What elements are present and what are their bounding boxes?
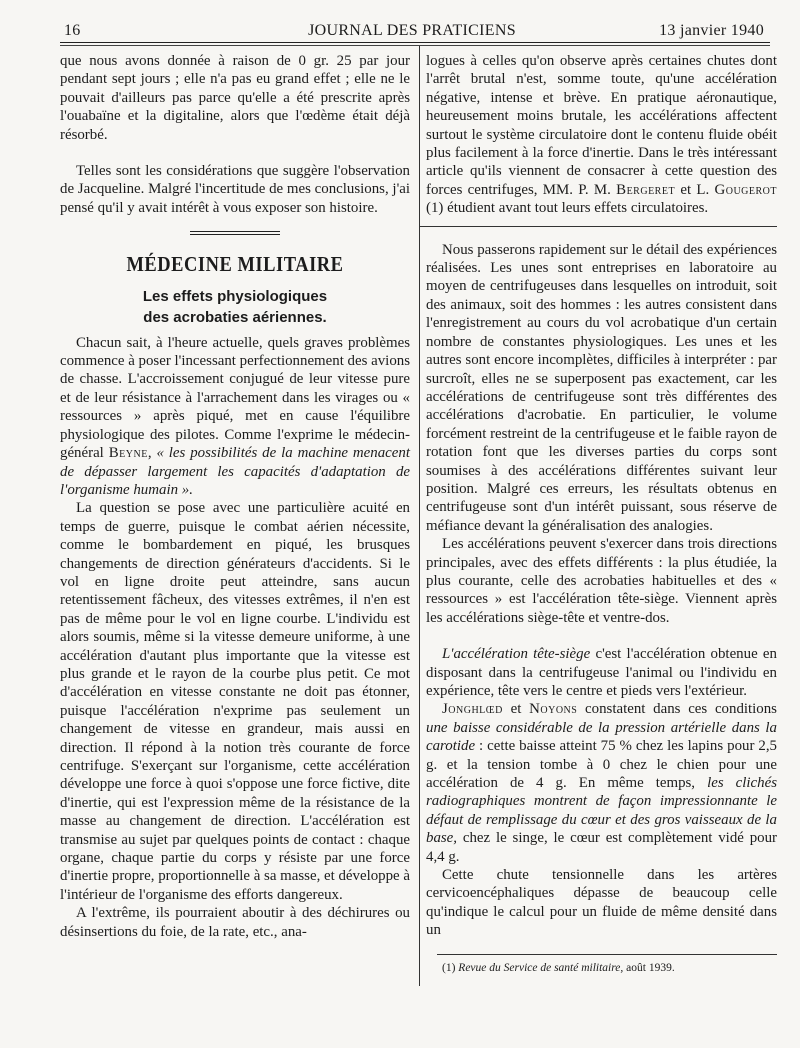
page-number: 16 bbox=[64, 22, 81, 39]
article-title-line: Les effets physiologiques bbox=[142, 287, 328, 305]
paragraph bbox=[426, 700, 777, 866]
text-run: : cette baisse atteint 75 % chez les lapins pour 2,5 g. et la tension tombe à 0 chez le chien pour une accélération de 4 g. En même temps, bbox=[426, 738, 777, 792]
text-run: Chacun sait, à l'heure actuelle, quels graves problèmes commence à poser l'incessant perfectionnement des avions de chasse. L'accroissement conjugué de leur vitesse pure et de leur résistance à l'arrachement dans les virages ou « ressources » après piqué, met en cause l'équilibre physiologique des pilotes. Comme l'exprime le médecin-général bbox=[60, 334, 411, 462]
footnote-source: Revue du Service de santé militaire, bbox=[458, 962, 624, 974]
column-rule bbox=[419, 226, 777, 227]
paragraph: Cette chute tensionnelle dans les artères cervicoencéphaliques dépasse de beaucoup celle qu'indique le calcul pour un fluide de même densité dans un bbox=[426, 867, 777, 939]
section-title: MÉDECINE MILITAIRE bbox=[126, 252, 344, 277]
footnote-date: août 1939. bbox=[626, 962, 675, 974]
left-column bbox=[60, 52, 410, 941]
emphasis: les clichés radiographiques montrent de façon impressionnante le défaut de remplissage du cœur et des gros vaisseaux de la base, bbox=[426, 775, 778, 847]
emphasis: une baisse considérable de la pression artérielle dans la carotide bbox=[426, 719, 777, 755]
paragraph: La question se pose avec une particulière acuité en temps de guerre, puisque le combat aérien nécessite, comme le bombardement en piqué, les brusques changements de direction générateurs d'accidents. Si le vol en ligne droite peut atteindre, sans aucun retentissement fâcheux, des vitesses extrêmes, il n'en est pas de même pour le vol en ligne courbe. L'individu est alors soumis, même si la vitesse demeure uniforme, à une accélération d'autant plus importante que la vitesse est plus grande et le rayon de la courbe plus petit. Ce mot d'accélération en vitesse constante ne doit pas étonner, puisque l'accélération n'exprime pas seulement un changement de vitesse en grandeur, mais aussi en direction. Il répond à la notion très courante de force centrifuge. S'exerçant sur l'organisme, cette accélération développe une force à quoi s'oppose une force fictive, dite d'inertie, qui est l'expression même de la résistance de la masse au changement de direction. L'accélération est transmise au sujet par quelques points de contact : chaque organe, chaque partie du corps y résiste par une force d'inertie propre, proportionnelle à sa masse, et développe à l'intérieur de l'organisme des efforts dangereux. bbox=[60, 500, 411, 903]
emphasis: L'accélération tête-siège bbox=[442, 646, 591, 663]
issue-date: 13 janvier 1940 bbox=[659, 22, 764, 39]
article-title-line: des acrobaties aériennes. bbox=[143, 308, 327, 326]
text-run: et bbox=[502, 701, 530, 718]
article-title bbox=[60, 286, 410, 328]
text-run: logues à celles qu'on observe après certaines chutes dont l'arrêt brutal n'est, somme toute, qu'une accélération négative, intense et brève. En pratique aéronautique, heureusement moins brutale, les accélérations affectent surtout le système circulatoire dont le contenu fluide obéit plus facilement à la force d'inertie. Dans le très intéressant article qu'ils viennent de consacrer à cette question des forces centrifuges, MM. P. M. bbox=[426, 53, 777, 198]
text-run: c'est l'accélération obtenue en disposant dans la centrifugeuse l'animal ou l'individu en expérience, tête vers le centre et pieds vers l'extérieur. bbox=[426, 646, 777, 699]
right-column bbox=[426, 52, 777, 940]
footnote bbox=[442, 962, 675, 974]
paragraph: Chacun sait, à l'heure actuelle, quels graves problèmes commence à poser l'incessant perfectionnement des avions de chasse. L'accroissement conjugué de leur vitesse pure et de leur résistance à l'arrachement dans les virages ou « ressources » après piqué, met en cause l'équilibre physiologique des pilotes. Comme l'exprime le médecin-général Beyne, « les possibilités de la machine menacent de dépasser largement les capacités d'adaptation de l'organisme humain ». bbox=[60, 334, 411, 498]
author-name: Beyne bbox=[108, 445, 148, 462]
journal-title: JOURNAL DES PRATICIENS bbox=[308, 22, 516, 39]
header-rule bbox=[60, 42, 770, 43]
footnote-rule bbox=[437, 954, 777, 955]
author-name: Jonghlœd bbox=[442, 701, 503, 718]
column-divider bbox=[419, 46, 420, 986]
paragraph: Les accélérations peuvent s'exercer dans trois directions principales, avec des effets différents : la plus étudiée, la plus courante, celle des acrobaties habituelles et des « ressources » est l'accélération tête-siège. Viennent après les accélérations siège-tête et ventre-dos. bbox=[426, 536, 777, 626]
header-rule-thin bbox=[60, 45, 770, 46]
author-name: Bergeret bbox=[616, 181, 676, 198]
footnote-marker: (1) bbox=[442, 962, 456, 974]
page-header bbox=[60, 14, 764, 44]
paragraph bbox=[426, 645, 777, 700]
text-run: constatent dans ces conditions bbox=[577, 701, 777, 718]
text-run: et L. bbox=[675, 181, 715, 198]
paragraph: Nous passerons rapidement sur le détail des expériences réalisées. Les unes sont entreprises en laboratoire au moyen de centrifugeuses dans lesquelles on introduit, soit des animaux, soit des hommes : les autres consistent dans l'enregistrement au cours du vol acrobatique d'un certain nombre de constantes physiologiques. Les unes et les autres sont encore incomplètes, difficiles à interpréter : par surcroît, elles ne se superposent pas exactement, car les accélérations de centrifugeuse sont très différentes des accélérations d'acrobatie. En particulier, le volume forcément restreint de la centrifugeuse et le faible rayon de rotation font que les diverses parties du corps sont soumises à des accélérations différentes suivant leur position. Malgré ces erreurs, les résultats obtenus en centrifugeuse sont d'un intérêt puissant, sous réserve de méfiance devant la généralisation des analogies. bbox=[426, 241, 777, 534]
text-run: (1) étudient avant tout leurs effets circulatoires. bbox=[426, 200, 709, 217]
author-name: Noyons bbox=[529, 701, 578, 718]
paragraph: A l'extrême, ils pourraient aboutir à des déchirures ou désinsertions du foie, de la rate, etc., ana- bbox=[60, 905, 410, 940]
section-separator bbox=[190, 231, 280, 235]
quotation: « les possibilités de la machine menacent de dépasser largement les capacités d'adaptation de l'organisme humain ». bbox=[60, 445, 410, 498]
author-name: Gougerot bbox=[714, 181, 777, 198]
text-run: chez le singe, le cœur est complètement vidé pour 4,4 g. bbox=[426, 830, 777, 865]
paragraph bbox=[426, 52, 777, 218]
paragraph: Telles sont les considérations que suggère l'observation de Jacqueline. Malgré l'incertitude de mes conclusions, j'ai pensé qu'il y avait intérêt à vous exposer son histoire. bbox=[60, 163, 410, 216]
paragraph: que nous avons donnée à raison de 0 gr. 25 par jour pendant sept jours ; elle n'a pas eu grand effet ; elle ne le pouvait d'ailleurs pas parce qu'elle a été prescrite après l'ouabaïne et la digitaline, alors que l'œdème était déjà résorbé. bbox=[60, 53, 410, 143]
